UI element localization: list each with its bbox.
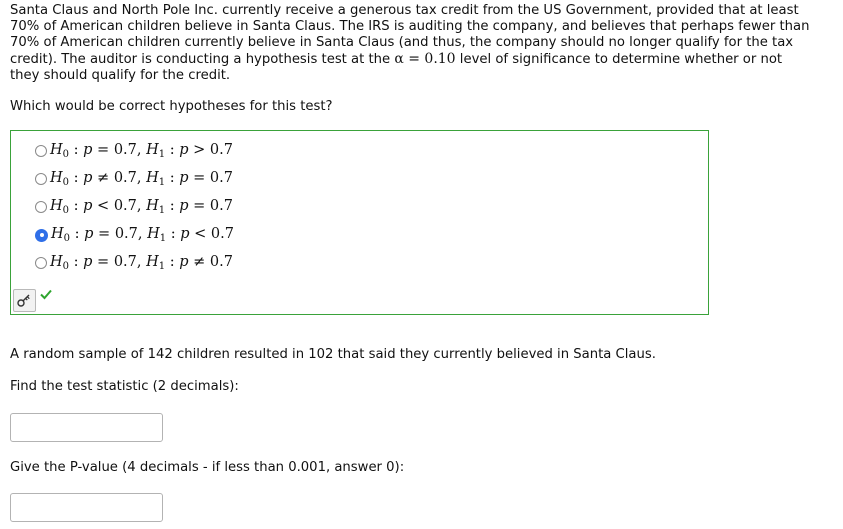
- option-label: $H_0$ : p = 0.7, $H_1$ : p ≠ 0.7: [50, 254, 233, 272]
- key-button[interactable]: [13, 289, 36, 312]
- alpha-expression: α = 0.10: [394, 51, 456, 67]
- intro-text-after: level of significance to determine whether or not they should qualify for the credit.: [10, 52, 783, 83]
- option-3[interactable]: [35, 196, 233, 218]
- radio-button[interactable]: [35, 201, 47, 213]
- radio-button[interactable]: [35, 145, 47, 157]
- sample-description: A random sample of 142 children resulted in 102 that said they currently believed in Santa Claus.: [10, 347, 656, 362]
- option-5[interactable]: [35, 252, 233, 274]
- intro-text-before: Santa Claus and North Pole Inc. currently receive a generous tax credit from the US Government, provided that at least 70% of American children believe in Santa Claus. The IRS is auditing the company, and believes that perhaps fewer than 70% of American children currently believe in Santa Claus (and thus, the company should no longer qualify for the tax credit). The auditor is conducting a hypothesis test at the: [10, 3, 810, 67]
- test-statistic-prompt: Find the test statistic (2 decimals):: [10, 379, 239, 394]
- option-1[interactable]: [35, 140, 233, 162]
- option-label: $H_0$ : p = 0.7, $H_1$ : p > 0.7: [50, 142, 233, 160]
- checkmark-icon: [40, 289, 52, 300]
- hypotheses-question: Which would be correct hypotheses for this test?: [10, 99, 333, 114]
- key-icon: [14, 290, 35, 311]
- radio-button-selected[interactable]: [35, 229, 48, 242]
- option-2[interactable]: [35, 168, 233, 190]
- option-4[interactable]: [35, 224, 234, 246]
- p-value-prompt: Give the P-value (4 decimals - if less than 0.001, answer 0):: [10, 460, 405, 475]
- hypotheses-answer-box: [10, 130, 709, 315]
- problem-statement: [10, 3, 810, 84]
- radio-button[interactable]: [35, 257, 47, 269]
- option-label: $H_0$ : p ≠ 0.7, $H_1$ : p = 0.7: [50, 170, 233, 188]
- option-label: $H_0$ : p = 0.7, $H_1$ : p < 0.7: [51, 226, 234, 244]
- p-value-input[interactable]: [10, 493, 163, 522]
- option-label: $H_0$ : p < 0.7, $H_1$ : p = 0.7: [50, 198, 233, 216]
- test-statistic-input[interactable]: [10, 413, 163, 442]
- radio-button[interactable]: [35, 173, 47, 185]
